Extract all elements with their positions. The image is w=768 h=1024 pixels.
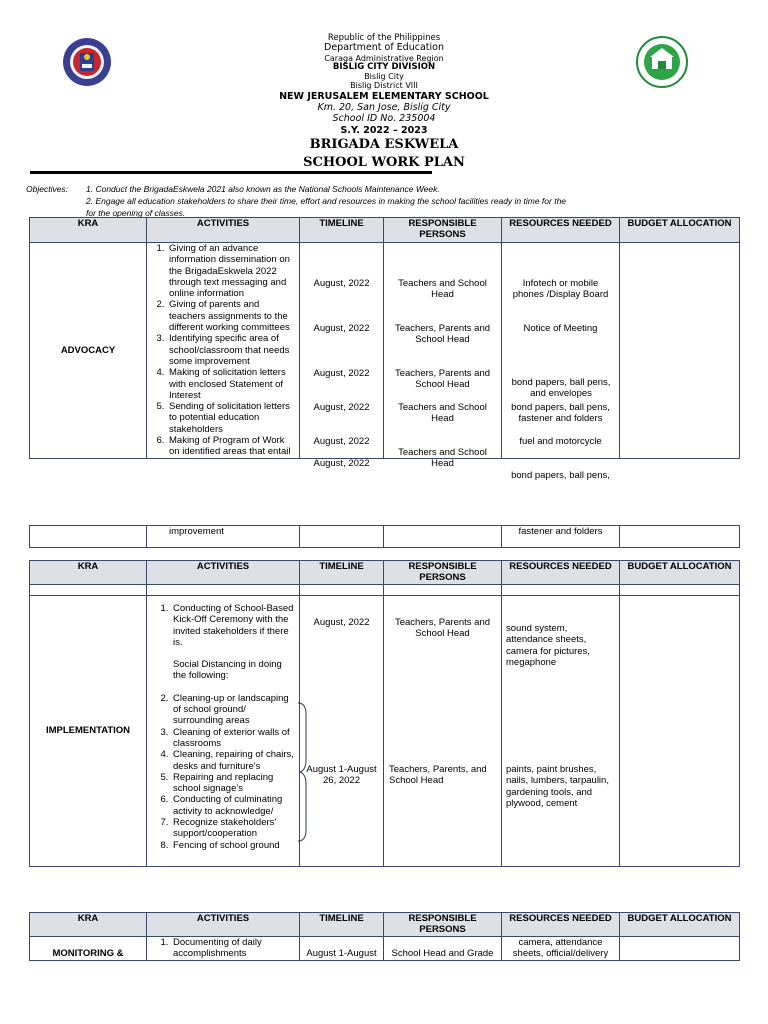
advocacy-responsible bbox=[384, 243, 502, 470]
school-id: School ID No. 235004 bbox=[332, 113, 436, 124]
list-item: 8. Fencing of school ground bbox=[171, 840, 297, 851]
advocacy-timeline bbox=[300, 243, 384, 469]
timeline-2: August 1-August 26, 2022 bbox=[306, 764, 377, 787]
col-budget: BUDGET ALLOCATION bbox=[620, 913, 740, 937]
list-item: 5. Repairing and replacing school signage's bbox=[171, 772, 297, 795]
objective-1: 1. Conduct the BrigadaEskwela 2021 also known as the National Schools Maintenance Week. bbox=[86, 184, 440, 194]
timeline-1: August, 2022 bbox=[313, 278, 370, 289]
monitoring-resources: camera, attendance sheets, official/delivery bbox=[502, 937, 620, 961]
responsible-3: Teachers, Parents and School Head bbox=[394, 368, 491, 391]
timeline-3: August, 2022 bbox=[313, 368, 370, 379]
timeline-4: August, 2022 bbox=[313, 402, 370, 413]
region-line: Caraga Administrative Region bbox=[324, 54, 444, 63]
list-item: 2. Giving of parents and teachers assignments to the different working committees bbox=[167, 299, 297, 333]
timeline-5: August, 2022 bbox=[313, 436, 370, 447]
implementation-resources bbox=[502, 596, 620, 867]
monitoring-budget bbox=[620, 937, 740, 961]
list-item: 3. Identifying specific area of school/classroom that needs some improvement bbox=[167, 333, 297, 367]
col-responsible: RESPONSIBLE PERSONS bbox=[384, 561, 502, 585]
resources-4: bond papers, ball pens, and envelopes bbox=[511, 377, 611, 400]
list-item: 2. Cleaning-up or landscaping of school ground/ surrounding areas bbox=[171, 693, 297, 727]
col-responsible: RESPONSIBLE PERSONS bbox=[384, 218, 502, 243]
responsible-4: Teachers and School Head bbox=[398, 402, 487, 425]
responsible-2: Teachers, Parents and School Head bbox=[394, 323, 491, 346]
republic-line: Republic of the Philippines bbox=[327, 33, 441, 43]
responsible-5: Teachers and School Head bbox=[398, 447, 487, 470]
plan-subtitle: SCHOOL WORK PLAN bbox=[303, 155, 465, 170]
responsible-2: Teachers, Parents, and School Head bbox=[389, 764, 487, 787]
objective-2: 2. Engage all education stakeholders to share their time, effort and resources in making the school facilities ready in time for the bbox=[86, 196, 567, 206]
list-item: 6. Making of Program of Work on identified areas that entail bbox=[167, 435, 297, 458]
monitoring-activities bbox=[147, 937, 300, 961]
monitoring-responsible: School Head and Grade bbox=[384, 937, 502, 961]
advocacy-activities bbox=[147, 243, 300, 459]
timeline-6: August, 2022 bbox=[313, 458, 370, 469]
col-timeline: TIMELINE bbox=[300, 913, 384, 937]
col-activities: ACTIVITIES bbox=[147, 218, 300, 243]
school-year: S.Y. 2022 – 2023 bbox=[340, 125, 428, 136]
list-item: 1. Documenting of daily accomplishments bbox=[171, 937, 297, 960]
advocacy-resources bbox=[502, 243, 620, 481]
resources-1: Infotech or mobile phones /Display Board bbox=[512, 278, 609, 301]
col-resources: RESOURCES NEEDED bbox=[502, 913, 620, 937]
col-budget: BUDGET ALLOCATION bbox=[620, 218, 740, 243]
monitoring-timeline: August 1-August bbox=[300, 937, 384, 961]
continued-activity: improvement bbox=[147, 526, 300, 548]
kra-monitoring: MONITORING & bbox=[30, 937, 147, 961]
implementation-timeline bbox=[300, 596, 384, 867]
plan-title: BRIGADA ESKWELA bbox=[309, 137, 459, 152]
col-budget: BUDGET ALLOCATION bbox=[620, 561, 740, 585]
list-item: 4. Cleaning, repairing of chairs, desks and furniture's bbox=[171, 749, 297, 772]
school-address: Km. 20, San Jose, Bislig City bbox=[317, 102, 451, 113]
col-activities: ACTIVITIES bbox=[147, 913, 300, 937]
list-item: 7. Recognize stakeholders' support/cooperation bbox=[171, 817, 297, 840]
resources-6: bond papers, ball pens, bbox=[511, 470, 610, 481]
col-resources: RESOURCES NEEDED bbox=[502, 561, 620, 585]
district-line: Bislig District VIII bbox=[350, 81, 418, 90]
col-kra: KRA bbox=[30, 218, 147, 243]
implementation-activities bbox=[147, 596, 300, 867]
responsible-1: Teachers and School Head bbox=[398, 278, 487, 301]
col-kra: KRA bbox=[30, 913, 147, 937]
list-item: 1. Conducting of School-Based Kick-Off Ceremony with the invited stakeholders if there is. bbox=[171, 603, 297, 648]
social-distancing-note: Social Distancing in doing the following: bbox=[173, 659, 282, 682]
objectives-label: Objectives: bbox=[26, 184, 69, 194]
timeline-2: August, 2022 bbox=[313, 323, 370, 334]
department-line: Department of Education bbox=[324, 42, 444, 53]
kra-advocacy: ADVOCACY bbox=[30, 243, 147, 459]
resources-3: bond papers, ball pens, fastener and folders bbox=[511, 402, 610, 425]
continued-resources: fastener and folders bbox=[502, 526, 620, 548]
division-line: BISLIG CITY DIVISION bbox=[332, 62, 436, 72]
title-underline bbox=[30, 171, 432, 174]
list-item: 3. Cleaning of exterior walls of classrooms bbox=[171, 727, 297, 750]
list-item: 6. Conducting of culminating activity to acknowledge/ bbox=[171, 794, 297, 817]
col-timeline: TIMELINE bbox=[300, 561, 384, 585]
implementation-budget bbox=[620, 596, 740, 867]
city-line: Bislig City bbox=[364, 72, 404, 81]
advocacy-budget bbox=[620, 243, 740, 459]
resources-2: Notice of Meeting bbox=[523, 323, 598, 334]
resources-2: paints, paint brushes, nails, lumbers, tarpaulin, gardening tools, and plywood, cement bbox=[506, 764, 609, 809]
col-activities: ACTIVITIES bbox=[147, 561, 300, 585]
list-item: 1. Giving of an advance information dissemination on the BrigadaEskwela 2022 through text messaging and online information bbox=[167, 243, 297, 299]
list-item: 5. Sending of solicitation letters to potential education stakeholders bbox=[167, 401, 297, 435]
implementation-table bbox=[29, 560, 740, 867]
col-timeline: TIMELINE bbox=[300, 218, 384, 243]
resources-5: fuel and motorcycle bbox=[519, 436, 602, 447]
col-kra: KRA bbox=[30, 561, 147, 585]
brace-icon bbox=[296, 702, 310, 842]
col-responsible: RESPONSIBLE PERSONS bbox=[384, 913, 502, 937]
kra-implementation: IMPLEMENTATION bbox=[30, 596, 147, 867]
responsible-1: Teachers, Parents and School Head bbox=[394, 617, 491, 640]
objective-2-cont: for the opening of classes. bbox=[86, 208, 186, 218]
implementation-responsible bbox=[384, 596, 502, 867]
monitoring-table bbox=[29, 912, 740, 961]
school-name: NEW JERUSALEM ELEMENTARY SCHOOL bbox=[279, 91, 489, 102]
advocacy-table bbox=[29, 217, 740, 481]
list-item: 4. Making of solicitation letters with enclosed Statement of Interest bbox=[167, 367, 297, 401]
continuation-table bbox=[29, 525, 740, 548]
resources-1: sound system, attendance sheets, camera for pictures, megaphone bbox=[506, 623, 590, 668]
col-resources: RESOURCES NEEDED bbox=[502, 218, 620, 243]
timeline-1: August, 2022 bbox=[313, 617, 370, 628]
